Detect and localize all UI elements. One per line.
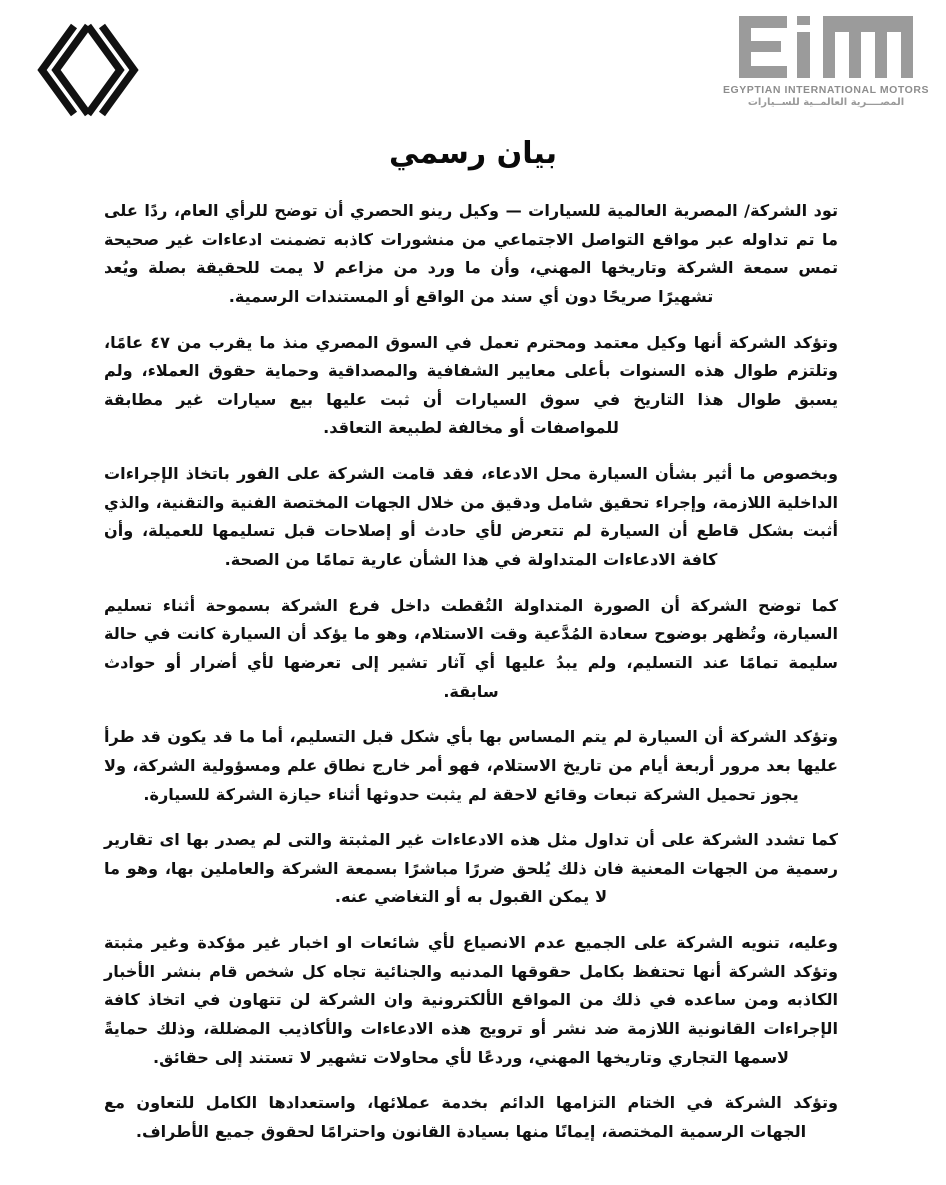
eim-name-arabic: المصــــرية العالمــية للســيارات — [747, 97, 905, 109]
statement-paragraph: كما تشدد الشركة على أن تداول مثل هذه الادعاءات غير المثبتة والتى لم يصدر بها اى تقارير رسمية من الجهات المعنية فان ذلك يُلحق ضررًا مباشرًا بسمعة الشركة والعاملين بها، وهو ما لا يمكن القبول به أو التغاضي عنه. — [104, 830, 838, 907]
statement-paragraph: تود الشركة/ المصرية العالمية للسيارات — وكيل رينو الحصري أن توضح للرأي العام، ردًا على ما تم تداوله عبر مواقع التواصل الاجتماعي من منشورات كاذبه تضمنت ادعاءات غير صحيحة تمس سمعة الشركة وتاريخها المهني، وأن ما ورد من مزاعم لا يمت للحقيقة بصلة ويُعد تشهيرًا صريحًا دون أي سند من الواقع أو المستندات الرسمية. — [104, 201, 838, 306]
statement-paragraph: وعليه، تنويه الشركة على الجميع عدم الانصياع لأي شائعات او اخبار غير مؤكدة وغير مثبتة وتؤكد الشركة أنها تحتفظ بكامل حقوقها المدنيه والجنائية تجاه كل شخص قام بنشر الأخبار الكاذبه ومن ساعده في ذلك من المواقع الألكترونية وان الشركة لن تتهاون في اتخاذ كافة الإجراءات القانونية اللازمة ضد نشر أو ترويج هذه الادعاءات والأكاذيب المضللة، وذلك حمايةً لاسمها التجاري وتاريخها المهني، وردعًا لأي محاولات تشهير لا تستند إلى حقائق. — [104, 933, 838, 1067]
statement-paragraph: كما توضح الشركة أن الصورة المتداولة التُقطت داخل فرع الشركة بسموحة أثناء تسليم السيارة، وتُظهر بوضوح سعادة المُدَّعية وقت الاستلام، وهو ما يؤكد أن السيارة كانت في حالة سليمة تمامًا عند التسليم، ولم يبدُ عليها أي آثار تشير إلى تعرضها لأي أضرار أو حوادث سابقة. — [104, 595, 838, 701]
eim-name-english: EGYPTIAN INTERNATIONAL MOTORS — [722, 84, 930, 96]
statement-paragraph: وبخصوص ما أثير بشأن السيارة محل الادعاء، فقد قامت الشركة على الفور باتخاذ الإجراءات الداخلية اللازمة، وإجراء تحقيق شامل ودقيق من خلال الجهات المختصة الفنية والتقنية، والذي أثبت بشكل قاطع أن السيارة لم تتعرض لأي حادث أو إصلاحات قبل تسليمها للعميلة، وأن كافة الادعاءات المتداولة في هذا الشأن عارية تمامًا من الصحة. — [104, 464, 838, 570]
statement-body — [0, 171, 946, 1147]
renault-diamond-logo — [22, 18, 146, 122]
eim-logo — [718, 14, 934, 109]
document-header — [0, 0, 946, 122]
statement-paragraph: وتؤكد الشركة أن السيارة لم يتم المساس بها بأي شكل قبل التسليم، أما ما قد يكون قد طرأ عليها بعد مرور أربعة أيام من تاريخ الاستلام، فهو أمر خارج نطاق علم ومسؤولية الشركة، ولا يجوز تحميل الشركة تبعات وقائع لاحقة لم يثبت حدوثها أثناء حيازة الشركة للسيارة. — [104, 727, 838, 804]
statement-paragraph: وتؤكد الشركة أنها وكيل معتمد ومحترم تعمل في السوق المصري منذ ما يقرب من ٤٧ عامًا، وتلتزم طوال هذه السنوات بأعلى معايير الشفافية والمصداقية وحماية حقوق العملاء، ولم يسبق طوال هذا التاريخ في سوق السيارات أن ثبت عليها بيع سيارات غير مطابقة للمواصفات أو مخالفة لطبيعة التعاقد. — [104, 332, 838, 438]
statement-paragraph: وتؤكد الشركة في الختام التزامها الدائم بخدمة عملائها، واستعدادها الكامل للتعاون مع الجهات الرسمية المختصة، إيمانًا منها بسيادة القانون واحترامًا لحقوق جميع الأطراف. — [104, 1093, 838, 1141]
page-title: بيان رسمي — [388, 136, 558, 171]
eim-wordmark-icon — [737, 14, 915, 80]
